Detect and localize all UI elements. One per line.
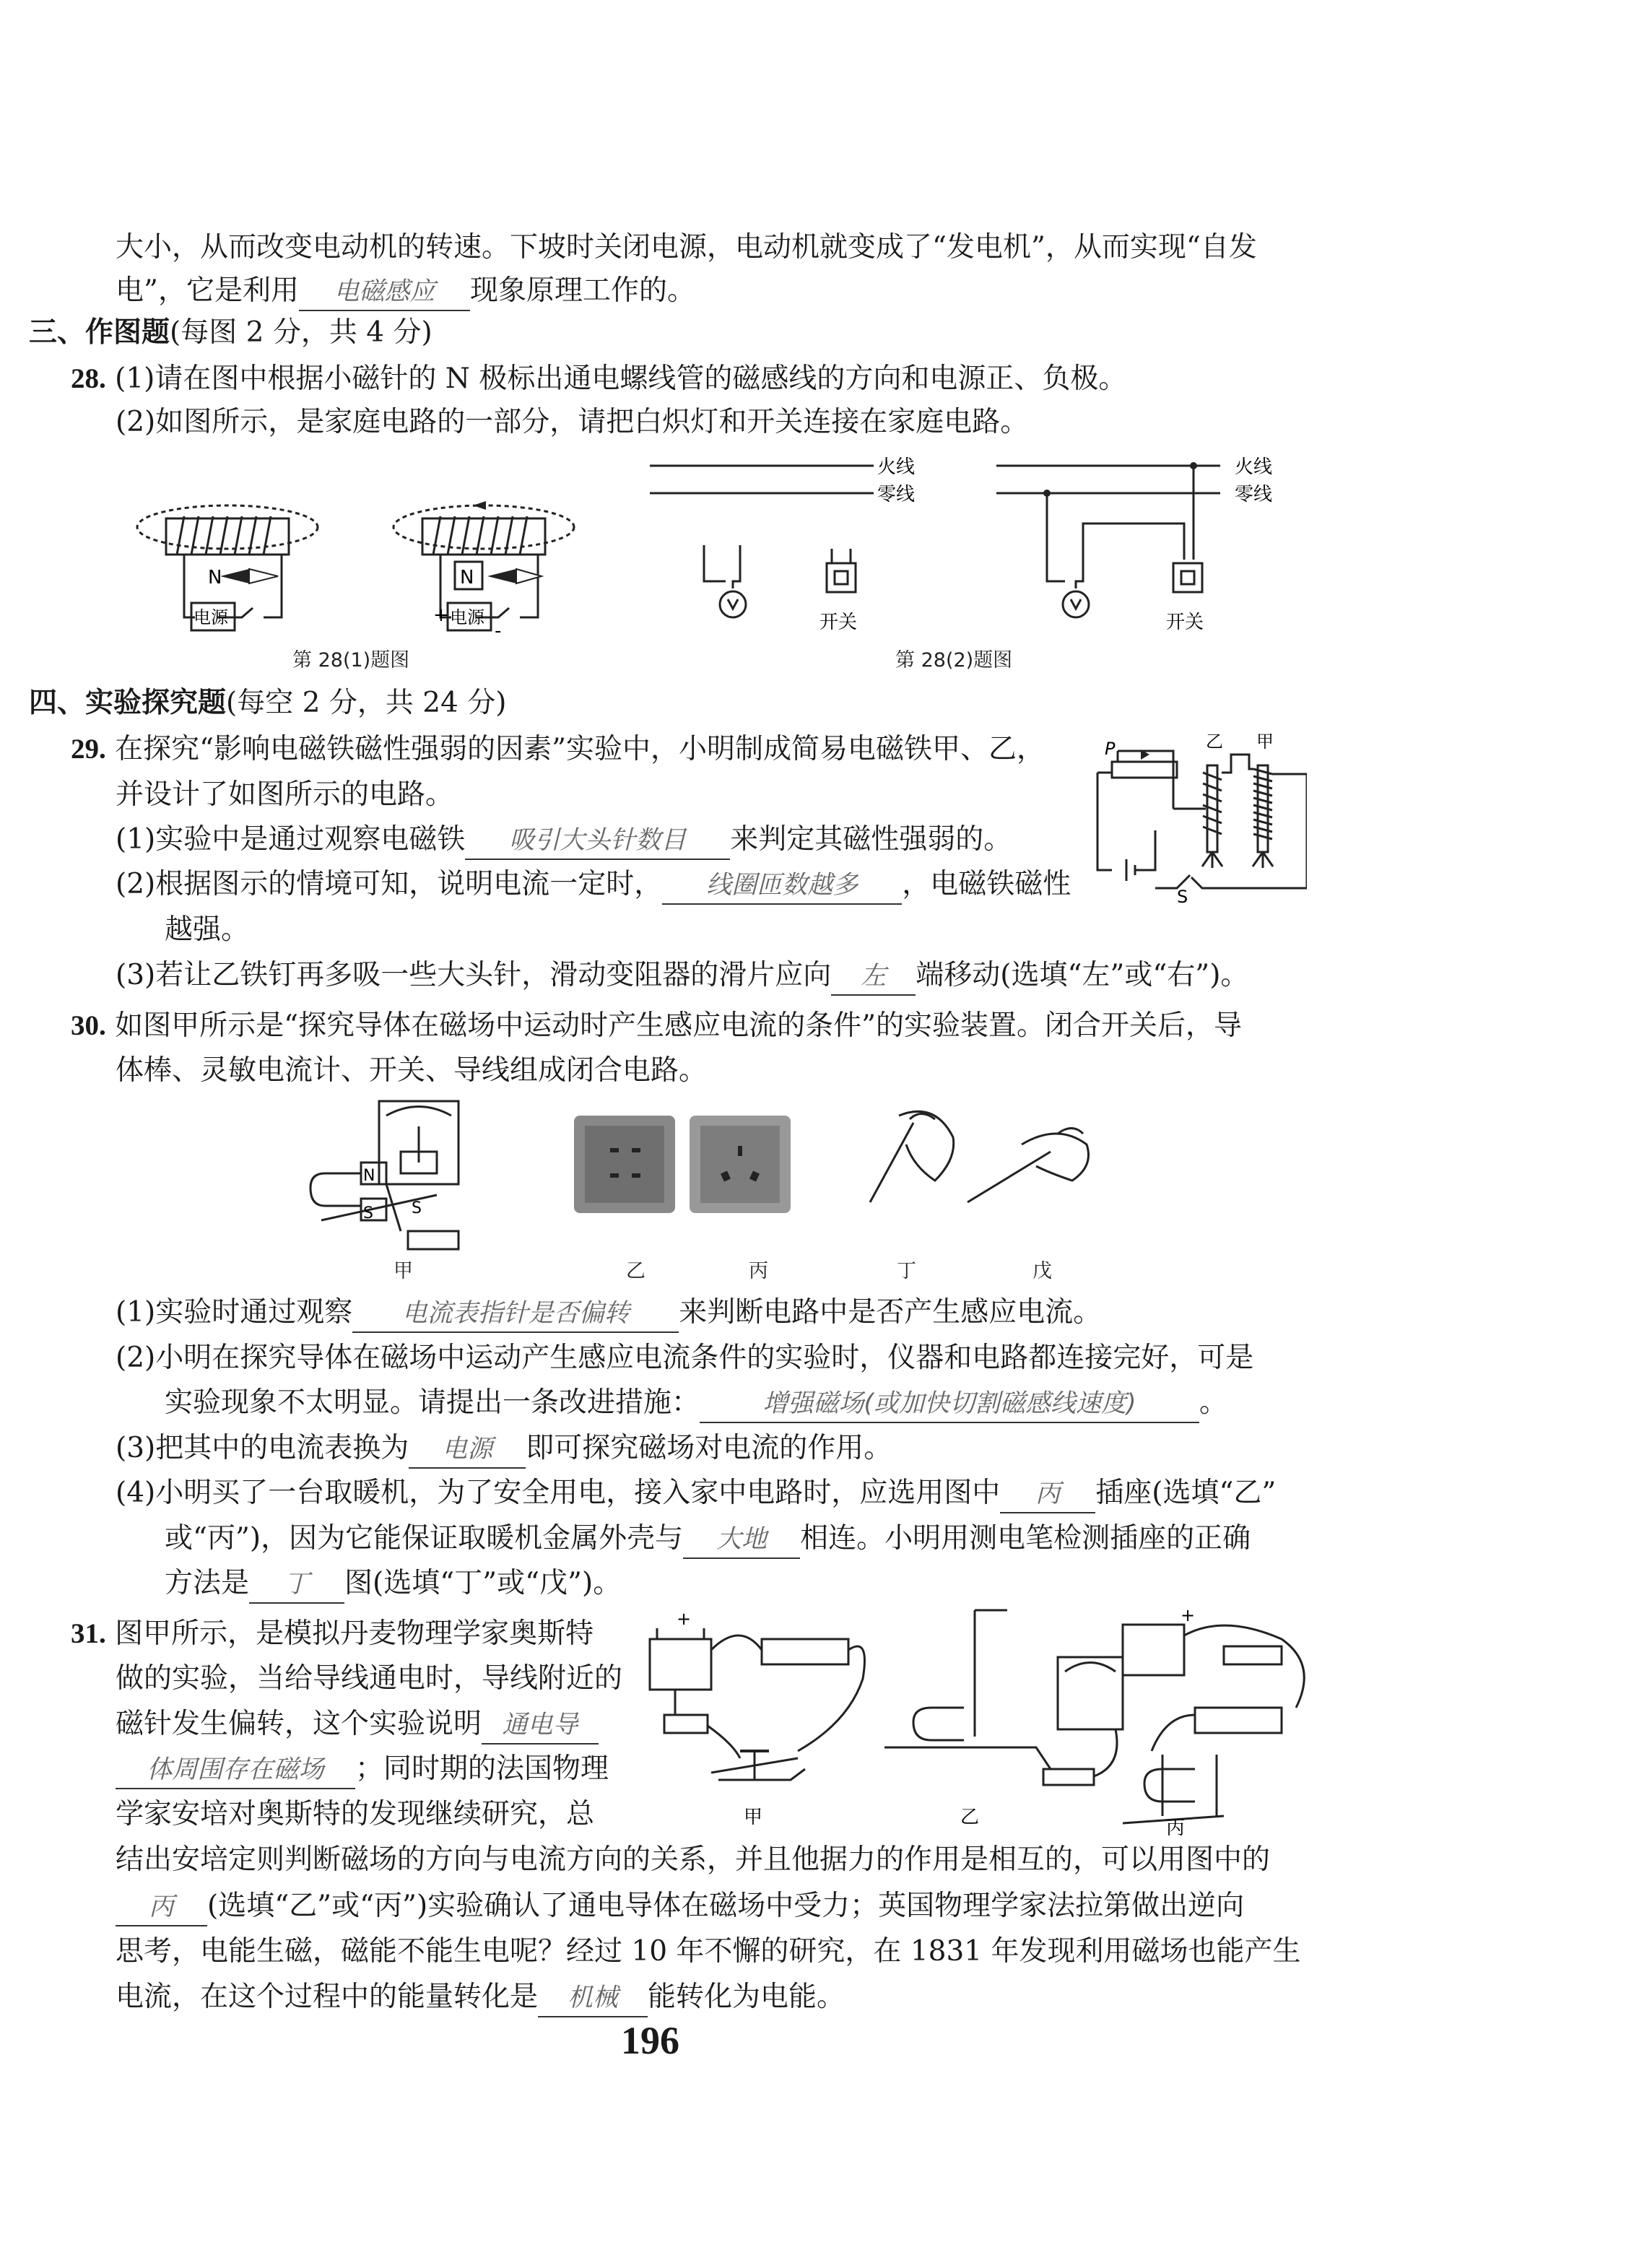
text-line: [116, 1749, 609, 1789]
rheostat: [762, 1639, 848, 1664]
switch: [1043, 1769, 1094, 1785]
text-line: 大小，从而改变电动机的转速。下坡时关闭电源，电动机就变成了“发电机”，从而实现“自发: [116, 231, 1257, 264]
text-segment: ；同时期的法国物理: [355, 1752, 609, 1785]
live-wire-label: 火线: [1235, 456, 1273, 478]
switch-label: 开关: [819, 612, 858, 633]
switch: [1224, 1646, 1282, 1664]
figure-label: 甲: [744, 1807, 763, 1828]
text-line: 体棒、灵敏电流计、开关、导线组成闭合电路。: [116, 1054, 708, 1087]
answer-blank: 电源: [409, 1431, 526, 1469]
text-line: 越强。: [165, 913, 250, 946]
text-segment: 相连。小明用测电笔检测插座的正确: [800, 1522, 1251, 1555]
magnet-s-label: S: [363, 1204, 373, 1222]
section-title: 四、实验探究题: [29, 686, 227, 719]
solenoid-coil: [177, 516, 271, 555]
rheostat-slider-label: P: [1105, 739, 1116, 759]
answer-blank: 大地: [683, 1521, 800, 1559]
electromagnet-jia-label: 甲: [1256, 731, 1274, 752]
answer-blank: 通电导: [482, 1707, 599, 1745]
switch-box: [1173, 563, 1202, 592]
text-segment: 磁针发生偏转，这个实验说明: [116, 1708, 482, 1740]
text-line: (2)如图所示，是家庭电路的一部分，请把白炽灯和开关连接在家庭电路。: [116, 406, 1029, 438]
source-label: 电源: [450, 607, 484, 627]
text-line: 结出安培定则判断磁场的方向与电流方向的关系，并且他据力的作用是相互的，可以用图中的: [116, 1843, 1271, 1876]
text-segment: 来判断电路中是否产生感应电流。: [679, 1296, 1102, 1329]
answer-blank: 左: [831, 958, 916, 996]
figure-label: 乙: [626, 1260, 645, 1282]
figure-label: 丙: [749, 1260, 768, 1282]
text-segment: 插座(选填“乙”: [1095, 1477, 1277, 1509]
figure-label: 丁: [897, 1260, 916, 1282]
answer-blank: 电磁感应: [299, 274, 470, 311]
text-segment: 方法是: [165, 1567, 250, 1599]
text-segment: (3)把其中的电流表换为: [116, 1432, 409, 1464]
answer-blank: 机械: [538, 1980, 648, 2017]
horseshoe-magnet: [310, 1173, 361, 1206]
text-segment: (选填“乙”或“丙”)实验确认了通电导体在磁场中受力；英国物理学家法拉第做出逆向: [207, 1890, 1245, 1922]
text-segment: 电”，它是利用: [116, 274, 299, 307]
section-title: 三、作图题: [29, 316, 170, 349]
text-line: [165, 1563, 621, 1604]
figure-label: 甲: [394, 1260, 413, 1282]
figure-31: [646, 1607, 1321, 1838]
text-segment: ，电磁铁磁性: [902, 868, 1071, 900]
figure-28-2: [643, 444, 1307, 643]
answer-blank: 体周围存在磁场: [116, 1752, 355, 1789]
figure-label: 乙: [960, 1807, 980, 1828]
text-line: 做的实验，当给导线通电时，导线附近的: [116, 1662, 623, 1695]
switch: [664, 1715, 708, 1733]
question-number: 30.: [71, 1010, 106, 1041]
text-line: [116, 820, 1012, 860]
bulb: [720, 591, 746, 617]
answer-blank: 线圈匝数越多: [662, 867, 902, 905]
text-segment: 在探究“影响电磁铁磁性强弱的因素”实验中，小明制成简易电磁铁甲、乙，: [115, 733, 1045, 765]
galvanometer: [1058, 1657, 1123, 1729]
n-label: N: [208, 567, 222, 588]
text-segment: 。: [1199, 1386, 1228, 1419]
compass-needle: [487, 569, 516, 583]
neutral-wire-label: 零线: [877, 484, 916, 505]
text-line: [116, 1886, 1244, 1926]
bulb: [1063, 591, 1089, 617]
switch-label: 开关: [1166, 612, 1204, 633]
question-number: 29.: [71, 734, 106, 765]
page-number: 196: [621, 2019, 679, 2062]
answer-blank: 丙: [1000, 1476, 1095, 1513]
text-segment: (4)小明买了一台取暖机，为了安全用电，接入家中电路时，应选用图中: [116, 1477, 1001, 1509]
rheostat: [1195, 1708, 1282, 1733]
text-segment: (1)请在图中根据小磁针的 N 极标出通电螺线管的磁感线的方向和电源正、负极。: [115, 362, 1127, 395]
figure-28-1: [134, 477, 596, 639]
section-note: (每图 2 分，共 4 分): [170, 316, 432, 349]
magnet-n-label: N: [363, 1167, 375, 1185]
battery: [1123, 1625, 1184, 1675]
test-pen: [870, 1123, 913, 1202]
text-segment: 实验现象不太明显。请提出一条改进措施：: [165, 1386, 700, 1419]
figure-29: [1076, 722, 1307, 906]
question-31: [71, 1614, 594, 1654]
text-segment: 现象原理工作的。: [469, 274, 695, 307]
electromagnet-yi-label: 乙: [1206, 731, 1223, 752]
question-number: 28.: [71, 363, 106, 394]
n-label: N: [460, 567, 474, 588]
text-segment: (1)实验中是通过观察电磁铁: [116, 823, 466, 856]
solenoid-coil: [433, 516, 527, 555]
text-line: [116, 955, 1248, 996]
question-number: 31.: [71, 1618, 106, 1649]
question-28: [71, 359, 1126, 399]
question-30: [71, 1006, 1242, 1046]
figure-caption: 第 28(1)题图: [292, 649, 410, 672]
rheostat: [1112, 762, 1177, 778]
text-line: [116, 1977, 845, 2017]
text-segment: 如图甲所示是“探究导体在磁场中运动时产生感应电流的条件”的实验装置。闭合开关后，导: [115, 1009, 1243, 1042]
section-heading: [29, 312, 432, 353]
text-line: [116, 864, 1071, 905]
text-segment: 或“丙”)，因为它能保证取暖机金属外壳与: [165, 1522, 684, 1555]
figure-caption: 第 28(2)题图: [895, 649, 1013, 672]
magnet-s-label: S: [412, 1199, 422, 1217]
figure-label: 丙: [1166, 1817, 1186, 1838]
minus-label: -: [495, 620, 502, 639]
section-heading: [29, 682, 506, 724]
answer-blank: 吸引大头针数目: [465, 822, 730, 860]
compass-needle: [249, 569, 278, 583]
text-line: [116, 1473, 1276, 1513]
text-line: (2)小明在探究导体在磁场中运动产生感应电流条件的实验时，仪器和电路都连接完好，可是: [116, 1342, 1254, 1374]
text-line: 思考，电能生磁，磁能不能生电呢？经过 10 年不懈的研究，在 1831 年发现利用磁场也能产生: [116, 1935, 1301, 1968]
source-label: 电源: [194, 607, 228, 627]
field-line-ellipse: [394, 505, 574, 549]
figure-30: [307, 1094, 1123, 1282]
plus-label: +: [677, 1609, 692, 1629]
arrow-icon: [473, 501, 486, 510]
text-line: [116, 1704, 599, 1745]
text-segment: (2)根据图示的情境可知，说明电流一定时，: [116, 868, 663, 900]
answer-blank: 丙: [116, 1889, 207, 1926]
horseshoe-magnet: [1144, 1769, 1195, 1802]
text-segment: (1)实验时通过观察: [116, 1296, 353, 1329]
answer-blank: 电流表指针是否偏转: [352, 1295, 679, 1333]
text-segment: 即可探究磁场对电流的作用。: [526, 1432, 892, 1464]
switch-s-label: S: [1177, 887, 1188, 906]
field-line-ellipse: [137, 505, 318, 549]
answer-blank: 丁: [249, 1566, 344, 1604]
text-segment: 电流，在这个过程中的能量转化是: [116, 1981, 539, 2013]
text-line: 学家安培对奥斯特的发现继续研究，总: [116, 1798, 595, 1830]
horseshoe-magnet: [913, 1708, 964, 1740]
test-pen: [968, 1152, 1051, 1202]
text-segment: 端移动(选填“左”或“右”)。: [916, 959, 1249, 991]
text-line: [165, 1518, 1251, 1559]
answer-blank: 增强磁场(或加快切割磁感线速度): [700, 1386, 1199, 1423]
text-line: [165, 1383, 1227, 1423]
figure-label: 戊: [1032, 1260, 1052, 1282]
text-segment: 能转化为电能。: [648, 1981, 845, 2013]
live-wire-label: 火线: [877, 456, 916, 478]
section-note: (每空 2 分，共 24 分): [226, 687, 507, 719]
text-segment: 图(选填“丁”或“戊”)。: [344, 1567, 622, 1599]
text-line: [116, 1428, 892, 1469]
switch-box: [827, 563, 856, 592]
plus-label: +: [433, 604, 449, 626]
compass-needle: [220, 569, 249, 583]
question-29: [71, 729, 1045, 770]
text-segment: 图甲所示，是模拟丹麦物理学家奥斯特: [115, 1617, 594, 1650]
neutral-wire-label: 零线: [1235, 484, 1273, 505]
plus-label: +: [1181, 1607, 1196, 1625]
switch: [408, 1231, 458, 1249]
battery: [650, 1639, 711, 1690]
text-line: [116, 1292, 1101, 1333]
text-line: 并设计了如图所示的电路。: [116, 778, 454, 811]
text-line: [116, 271, 695, 311]
text-segment: 来判定其磁性强弱的。: [730, 823, 1012, 856]
text-segment: (3)若让乙铁钉再多吸一些大头针，滑动变阻器的滑片应向: [116, 959, 832, 991]
